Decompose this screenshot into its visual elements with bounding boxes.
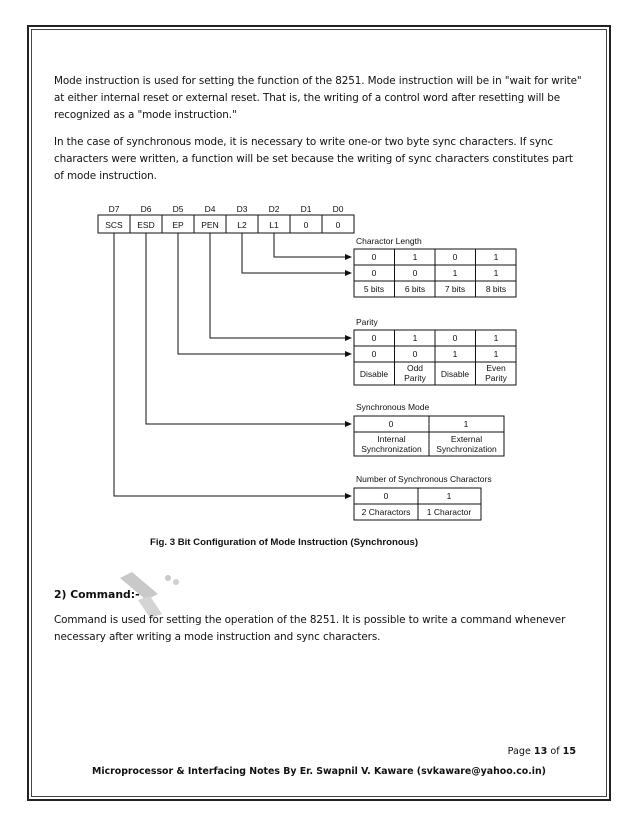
num-sync-r1c2: 1 — [446, 491, 452, 501]
sync-internal-cell — [354, 433, 429, 456]
char-len-r2c1: 0 — [371, 268, 377, 278]
section-heading-command: 2) Command:- — [54, 588, 140, 601]
parity-r3c2: Odd Parity — [404, 363, 426, 383]
char-len-r3c1: 5 bits — [363, 284, 385, 294]
char-len-r1c4: 1 — [493, 252, 499, 262]
page-prefix: Page — [507, 746, 534, 757]
char-len-r3c4: 8 bits — [485, 284, 507, 294]
parity-even-cell — [476, 362, 516, 385]
parity-r1c4: 1 — [493, 333, 499, 343]
sync-mode-title: Synchronous Mode — [356, 402, 430, 412]
parity-r2c2: 0 — [412, 349, 418, 359]
page-total: 15 — [562, 746, 576, 757]
field-l2: L2 — [237, 220, 247, 230]
page-current: 13 — [533, 746, 548, 757]
char-len-r1c1: 0 — [371, 252, 377, 262]
bit-label-d7: D7 — [108, 204, 120, 214]
char-len-r2c2: 0 — [412, 268, 418, 278]
page-of: of — [547, 746, 563, 757]
sync-mode-r2c2: External Synchronization — [436, 434, 497, 454]
char-len-r2c4: 1 — [493, 268, 499, 278]
field-l1: L1 — [269, 220, 279, 230]
bit-label-d3: D3 — [236, 204, 248, 214]
num-sync-r2c2: 1 Charactor — [426, 507, 472, 517]
field-d1-zero: 0 — [303, 220, 309, 230]
char-length-title: Charactor Length — [356, 236, 422, 246]
char-len-r1c2: 1 — [412, 252, 418, 262]
field-scs: SCS — [105, 220, 123, 230]
bit-label-d1: D1 — [300, 204, 312, 214]
parity-r2c4: 1 — [493, 349, 499, 359]
field-ep: EP — [172, 220, 184, 230]
sync-external-cell — [429, 433, 504, 456]
bit-label-d4: D4 — [204, 204, 216, 214]
sync-mode-r1c1: 0 — [388, 419, 394, 429]
sync-mode-r2c1: Internal Synchronization — [361, 434, 422, 454]
bit-label-d6: D6 — [140, 204, 152, 214]
bit-label-d0: D0 — [332, 204, 344, 214]
parity-r3c4: Even Parity — [485, 363, 507, 383]
char-len-r3c3: 7 bits — [444, 284, 466, 294]
sync-mode-r1c2: 1 — [463, 419, 469, 429]
field-pen: PEN — [201, 220, 219, 230]
connector-lines — [114, 233, 351, 496]
field-esd: ESD — [137, 220, 155, 230]
num-sync-r2c1: 2 Charactors — [361, 507, 411, 517]
char-len-r2c3: 1 — [452, 268, 458, 278]
parity-r1c1: 0 — [371, 333, 377, 343]
field-d0-zero: 0 — [335, 220, 341, 230]
bit-label-d2: D2 — [268, 204, 280, 214]
char-len-r1c3: 0 — [452, 252, 458, 262]
num-sync-r1c1: 0 — [383, 491, 389, 501]
parity-title: Parity — [356, 317, 378, 327]
parity-r3c3: Disable — [440, 369, 470, 379]
parity-r1c3: 0 — [452, 333, 458, 343]
parity-odd-cell — [395, 362, 435, 385]
parity-r3c1: Disable — [359, 369, 389, 379]
paragraph-mode-intro: Mode instruction is used for setting the function of the 8251. Mode instruction will be in "wait for write" at either internal reset or external reset. That is, the writing of a control word after resetting will be recognized as a "mode instruction." — [54, 75, 582, 121]
figure-caption: Fig. 3 Bit Configuration of Mode Instruction (Synchronous) — [150, 537, 419, 548]
num-sync-title: Number of Synchronous Charactors — [356, 474, 492, 484]
page-number — [508, 746, 576, 757]
parity-r1c2: 1 — [412, 333, 418, 343]
paragraph-command: Command is used for setting the operation of the 8251. It is possible to write a command whenever necessary after writing a mode instruction and sync characters. — [54, 614, 566, 643]
bit-label-d5: D5 — [172, 204, 184, 214]
footer-notes: Microprocessor & Interfacing Notes By Er. Swapnil V. Kaware (svkaware@yahoo.co.in) — [92, 766, 546, 777]
char-len-r3c2: 6 bits — [404, 284, 426, 294]
paragraph-sync-mode: In the case of synchronous mode, it is necessary to write one-or two byte sync characters. If sync characters were written, a function will be set because the writing of sync characters constitutes part of mode instruction. — [54, 136, 573, 182]
parity-r2c1: 0 — [371, 349, 377, 359]
parity-r2c3: 1 — [452, 349, 458, 359]
